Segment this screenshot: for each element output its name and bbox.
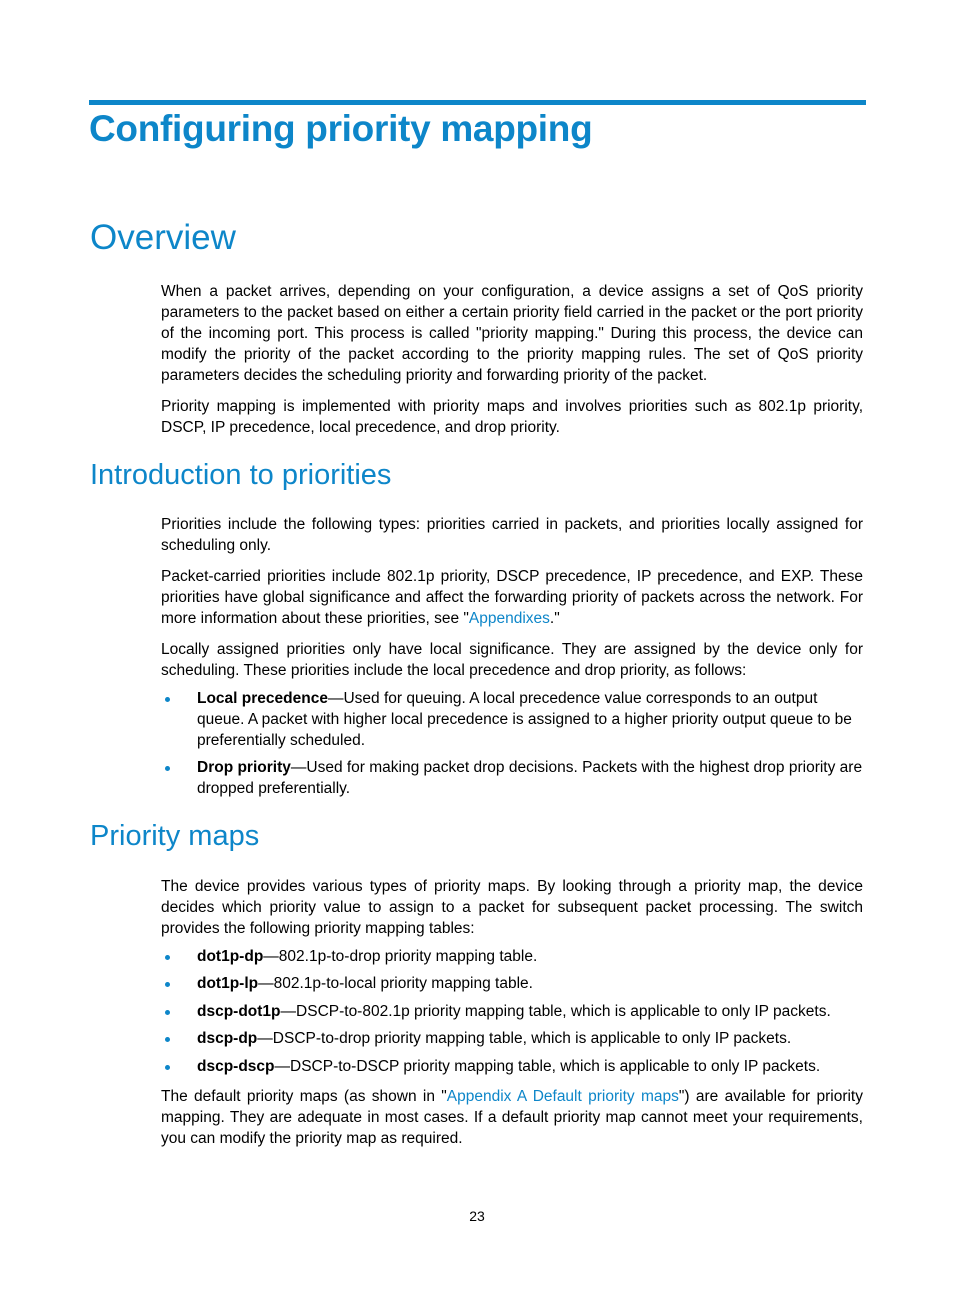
- list-item: [161, 1056, 863, 1077]
- maps-heading: Priority maps: [90, 820, 260, 852]
- maps-paragraph-2-text: The default priority maps (as shown in ": [161, 1088, 447, 1105]
- bullet-icon: [165, 955, 170, 960]
- bullet-icon: [165, 982, 170, 987]
- intro-heading: Introduction to priorities: [90, 459, 392, 491]
- list-item-text: —DSCP-to-802.1p priority mapping table, which is applicable to only IP packets.: [280, 1003, 831, 1020]
- appendix-a-link[interactable]: Appendix A Default priority maps: [446, 1088, 679, 1105]
- list-item-term: dscp-dscp: [197, 1058, 275, 1075]
- maps-paragraph-2-end: ") are available for priority mapping. They are adequate in most cases. If a default priority map cannot meet your requirements, you can modify the priority map as required.: [161, 1088, 863, 1147]
- list-item-term: dot1p-dp: [197, 948, 264, 965]
- list-item-term: Drop priority: [197, 759, 291, 776]
- list-item-text: —Used for making packet drop decisions. Packets with the highest drop priority are dropped preferentially.: [197, 759, 863, 797]
- list-item: [161, 757, 863, 799]
- list-item: [161, 1001, 863, 1022]
- list-item-term: dscp-dp: [197, 1030, 258, 1047]
- bullet-icon: [165, 1037, 170, 1042]
- maps-paragraph-1: The device provides various types of priority maps. By looking through a priority map, the device decides which priority value to assign to a packet for subsequent packet processing. The switch provides the following priority mapping tables:: [161, 878, 863, 937]
- overview-paragraph-2: Priority mapping is implemented with priority maps and involves priorities such as 802.1p priority, DSCP, IP precedence, local precedence, and drop priority.: [161, 398, 863, 436]
- list-item-text: —DSCP-to-DSCP priority mapping table, which is applicable to only IP packets.: [274, 1058, 821, 1075]
- intro-paragraph-2-end: .": [549, 610, 560, 627]
- overview-paragraph-1: When a packet arrives, depending on your configuration, a device assigns a set of QoS priority parameters to the packet based on either a certain priority field carried in the packet or the port priority of the incoming port. This process is called "priority mapping." During this process, the device can modify the priority of the packet according to the priority mapping rules. The set of QoS priority parameters decides the scheduling priority and forwarding priority of the packet.: [161, 283, 863, 384]
- overview-heading: Overview: [90, 218, 236, 257]
- list-item-term: Local precedence: [197, 690, 328, 707]
- list-item-text: —Used for queuing. A local precedence value corresponds to an output queue. A packet with higher local precedence is assigned to a higher priority output queue to be preferentially scheduled.: [197, 690, 852, 749]
- list-item: [161, 973, 863, 994]
- list-item: [161, 946, 863, 967]
- list-item-term: dot1p-lp: [197, 975, 259, 992]
- bullet-icon: [165, 697, 170, 702]
- list-item-text: —802.1p-to-drop priority mapping table.: [263, 948, 538, 965]
- list-item-text: —802.1p-to-local priority mapping table.: [258, 975, 533, 992]
- bullet-icon: [165, 1010, 170, 1015]
- page-number: 23: [469, 1208, 485, 1224]
- intro-paragraph-2: [161, 566, 863, 629]
- maps-paragraph-2: [161, 1086, 863, 1149]
- list-item: [161, 1028, 863, 1049]
- list-item: [161, 688, 863, 751]
- appendixes-link[interactable]: Appendixes: [468, 610, 550, 627]
- intro-paragraph-3: Locally assigned priorities only have local significance. They are assigned by the device only for scheduling. These priorities include the local precedence and drop priority, as follows:: [161, 641, 863, 679]
- intro-paragraph-1: Priorities include the following types: priorities carried in packets, and priorities locally assigned for scheduling only.: [161, 516, 863, 554]
- bullet-icon: [165, 1065, 170, 1070]
- chapter-title: Configuring priority mapping: [89, 108, 593, 149]
- chapter-rule: [89, 100, 866, 105]
- bullet-icon: [165, 766, 170, 771]
- list-item-term: dscp-dot1p: [197, 1003, 281, 1020]
- list-item-text: —DSCP-to-drop priority mapping table, which is applicable to only IP packets.: [257, 1030, 792, 1047]
- intro-paragraph-2-text: Packet-carried priorities include 802.1p priority, DSCP precedence, IP precedence, and EXP. These priorities have global significance and affect the forwarding priority of packets across the network. For more information about these priorities, see ": [161, 568, 863, 627]
